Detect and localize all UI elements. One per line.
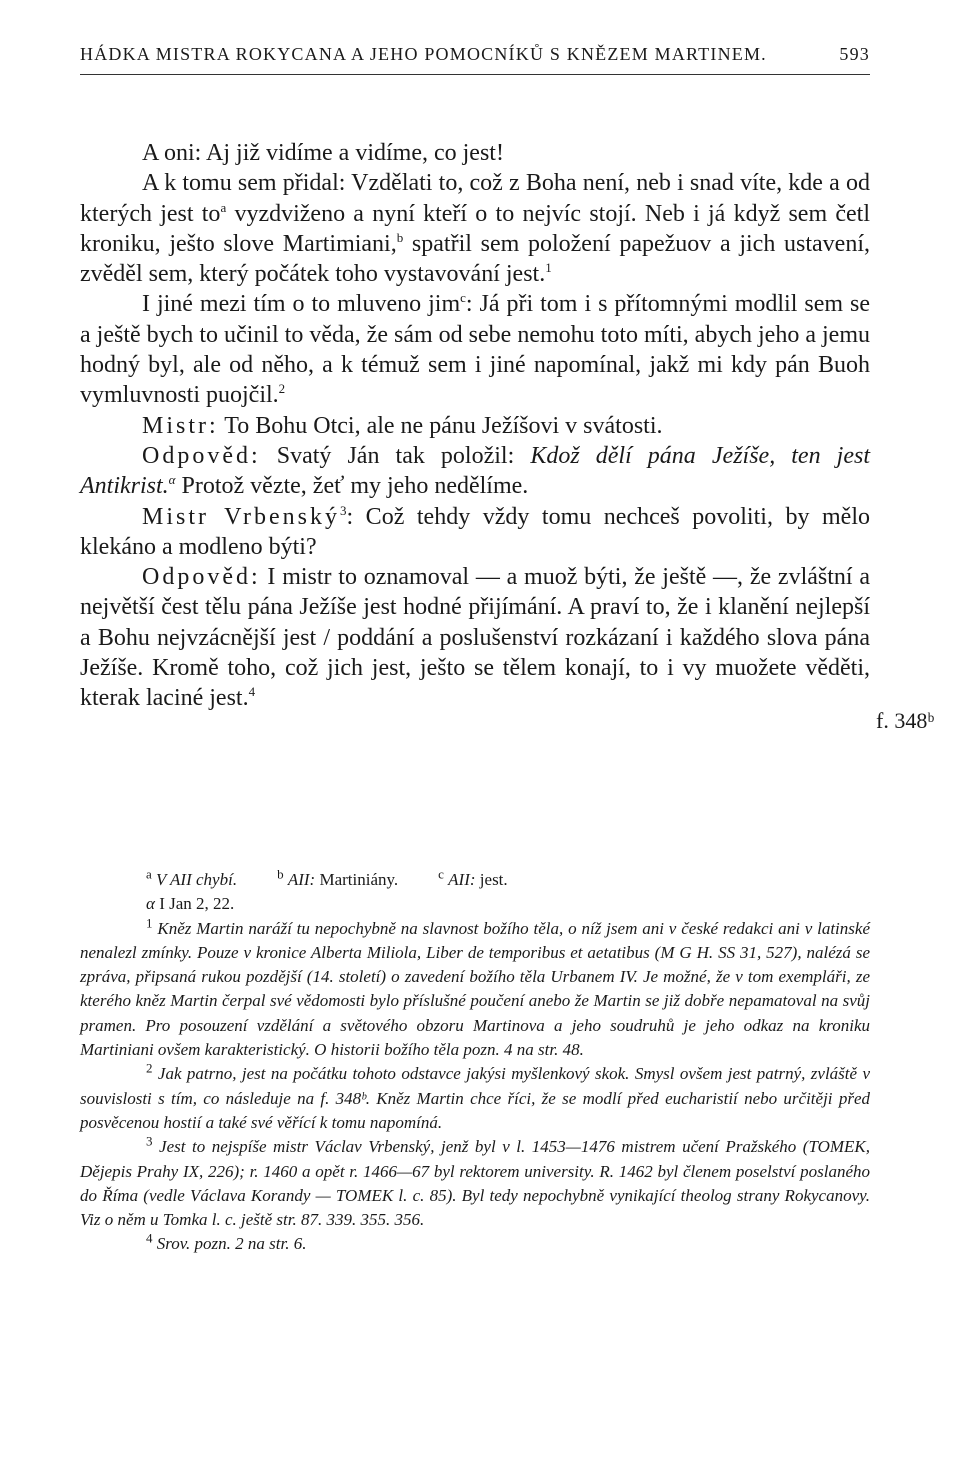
speaker-mistr-vrbensky: Mistr Vrbenský: [142, 503, 340, 530]
folio-reference: f. 348ᵇ: [876, 708, 935, 733]
footnote-mark-4: 4: [248, 684, 256, 700]
speaker-odpoved: Odpověd:: [142, 442, 261, 469]
paragraph-7-text: I mistr to oznamoval — a muož býti, že ještě —, že zvláštní a největší čest tělu pána Ježíše jest hodné přijímání. A praví to, že i klanění nejlepší a Bohu nejvzácnější jest / poddání a poslušenství rozkázaní i každého slova pána Ježíše. Kromě toho, což jich jest, ješto se tělem konají, to i vy muožete věděti, kterak laciné jest.: [80, 564, 870, 712]
paragraph-6-text: : Což tehdy vždy tomu nechceš povoliti, by mělo klekáno a modleno býti?: [80, 503, 870, 560]
paragraph-1-text: A oni: Aj již vidíme a vidíme, co jest!: [142, 140, 504, 166]
footnotes: [80, 868, 870, 1257]
paragraph-1: [80, 138, 870, 168]
footnote-mark-1: 1: [545, 260, 552, 276]
footnote-3-mark: 3: [146, 1133, 153, 1149]
variant-note-b: Martiniány.: [319, 870, 399, 889]
variant-note-c-mark: c: [438, 866, 444, 882]
variant-note-b-source: AII:: [287, 870, 316, 889]
footnote-4-mark: 4: [146, 1230, 153, 1246]
footnote-3-text: Jest to nejspíše mistr Václav Vrbenský, jenž byl v l. 1453—1476 mistrem učení Pražského (TOMEK, Dějepis Prahy IX, 226); r. 1460 a opět r. 1466—67 byl rektorem university. R. 1462 byl členem poselství poslaného do Říma (vedle Václava Korandy — TOMEK l. c. 85). Byl tedy nepochybně vynikající theolog strany Rokycanovy. Viz o něm u Tomka l. c. ještě str. 87. 339. 355. 356.: [80, 1137, 870, 1230]
source-note-alpha: I Jan 2, 22.: [159, 894, 235, 914]
footnote-mark-2: 2: [278, 381, 286, 397]
footnote-2-mark: 2: [146, 1060, 153, 1076]
bible-quote: Kdož dělí pána Ježíše, ten jest Antikrist.: [80, 442, 870, 500]
paragraph-2-text-a: A k tomu sem přidal: Vzdělati to, což z Boha není, neb i snad víte, kde a od kterých jest to: [80, 170, 870, 227]
variant-note-a: V AII chybí.: [156, 870, 238, 889]
variant-mark-c: c: [460, 290, 466, 306]
paragraph-2-text-c: spatřil sem položení papežuov a jich ustavení, zvěděl sem, který počátek toho vystavování jest.: [80, 230, 871, 288]
paragraph-3-text-b: : Já při tom i s přítomnými modlil sem se a ještě bych to učinil to věda, že sám od sebe nemohu toto míti, abych jeho a jemu hodný byl, ale od něho, a k témuž sem i jiné napomínal, jakž mi kdy pán Buoh vymluvnosti puojčil.: [80, 291, 870, 409]
variant-mark-b: b: [396, 229, 404, 245]
variant-note-a-mark: a: [146, 866, 152, 882]
footnote-1: [80, 914, 870, 1063]
footnote-mark-3: 3: [339, 502, 347, 518]
main-text: [80, 138, 870, 714]
variant-notes: [80, 868, 870, 892]
variant-note-c: jest.: [479, 870, 508, 889]
paragraph-6: [80, 502, 870, 563]
source-note: [80, 892, 870, 916]
footnote-1-text: Kněz Martin naráží tu nepochybně na slavnost božího těla, o níž jsem ani v české redakci ani v latinské nenalezl zmínky. Pouze v kronice Alberta Miliola, Liber de temporibus et aetatibus (M G H. SS 31, 527), nalézá se zpráva, připsaná rukou pozdější (14. století) o zavedení božího těla Urbanem IV. Je možné, že v tom exempláři, ze kterého kněz Martin čerpal své vědomosti bylo příslušné poučení anebo že Martin se již dobře nepamatoval na svůj pramen. Pro posouzení vzdělání a světového obzoru Martinova a jeho soudruhů je jeho odkaz na kroniku Martiniani ovšem karakteristický. O historii božího těla pozn. 4 na str. 48.: [80, 918, 870, 1060]
paragraph-2-text-b: vyzdviženo a nyní kteří o to nejvíc stojí. Neb i já když sem četl kroniku, ješto slove Martimiani,: [80, 200, 870, 257]
footnote-4: [80, 1232, 870, 1256]
paragraph-3-text-a: I jiné mezi tím o to mluveno jim: [142, 291, 461, 318]
paragraph-4-text: To Bohu Otci, ale ne pánu Ježíšovi v svátosti.: [218, 412, 663, 439]
paragraph-3: [80, 289, 870, 410]
paragraph-2: [80, 168, 870, 289]
footnote-4-text: Srov. pozn. 2 na str. 6.: [156, 1234, 307, 1254]
paragraph-5: [80, 441, 870, 502]
footnote-2: [80, 1062, 870, 1135]
footnote-3: [80, 1135, 870, 1232]
paragraph-7: [80, 562, 870, 713]
paragraph-5-text-b: Protož vězte, žeť my jeho nedělíme.: [175, 473, 529, 500]
page-number: 593: [839, 44, 870, 64]
speaker-mistr: Mistr:: [142, 412, 219, 439]
variant-note-b-mark: b: [277, 866, 284, 882]
paragraph-4: [80, 411, 870, 441]
footnote-1-mark: 1: [146, 914, 153, 930]
speaker-odpoved-2: Odpověd:: [142, 564, 261, 591]
header-rule: [80, 74, 870, 75]
variant-mark-a: a: [220, 199, 227, 215]
source-note-alpha-mark: α: [146, 894, 155, 914]
footnote-mark-alpha: α: [168, 472, 176, 488]
variant-note-c-source: AII:: [448, 870, 476, 889]
running-head-title: HÁDKA MISTRA ROKYCANA A JEHO POMOCNÍKŮ S KNĚZEM MARTINEM.: [80, 44, 767, 64]
running-head: [80, 44, 870, 65]
footnote-2-text: Jak patrno, jest na počátku tohoto odstavce jakýsi myšlenkový skok. Smysl ovšem jest patrný, zvláště v souvislosti s tím, co následuje na f. 348ᵇ. Kněz Martin chce říci, že se modlí před eucharistií nebo určitěji před posvěcenou hostií a také své věřící k tomu napomíná.: [80, 1064, 870, 1132]
paragraph-5-text-a: Svatý Ján tak položil:: [260, 442, 531, 469]
